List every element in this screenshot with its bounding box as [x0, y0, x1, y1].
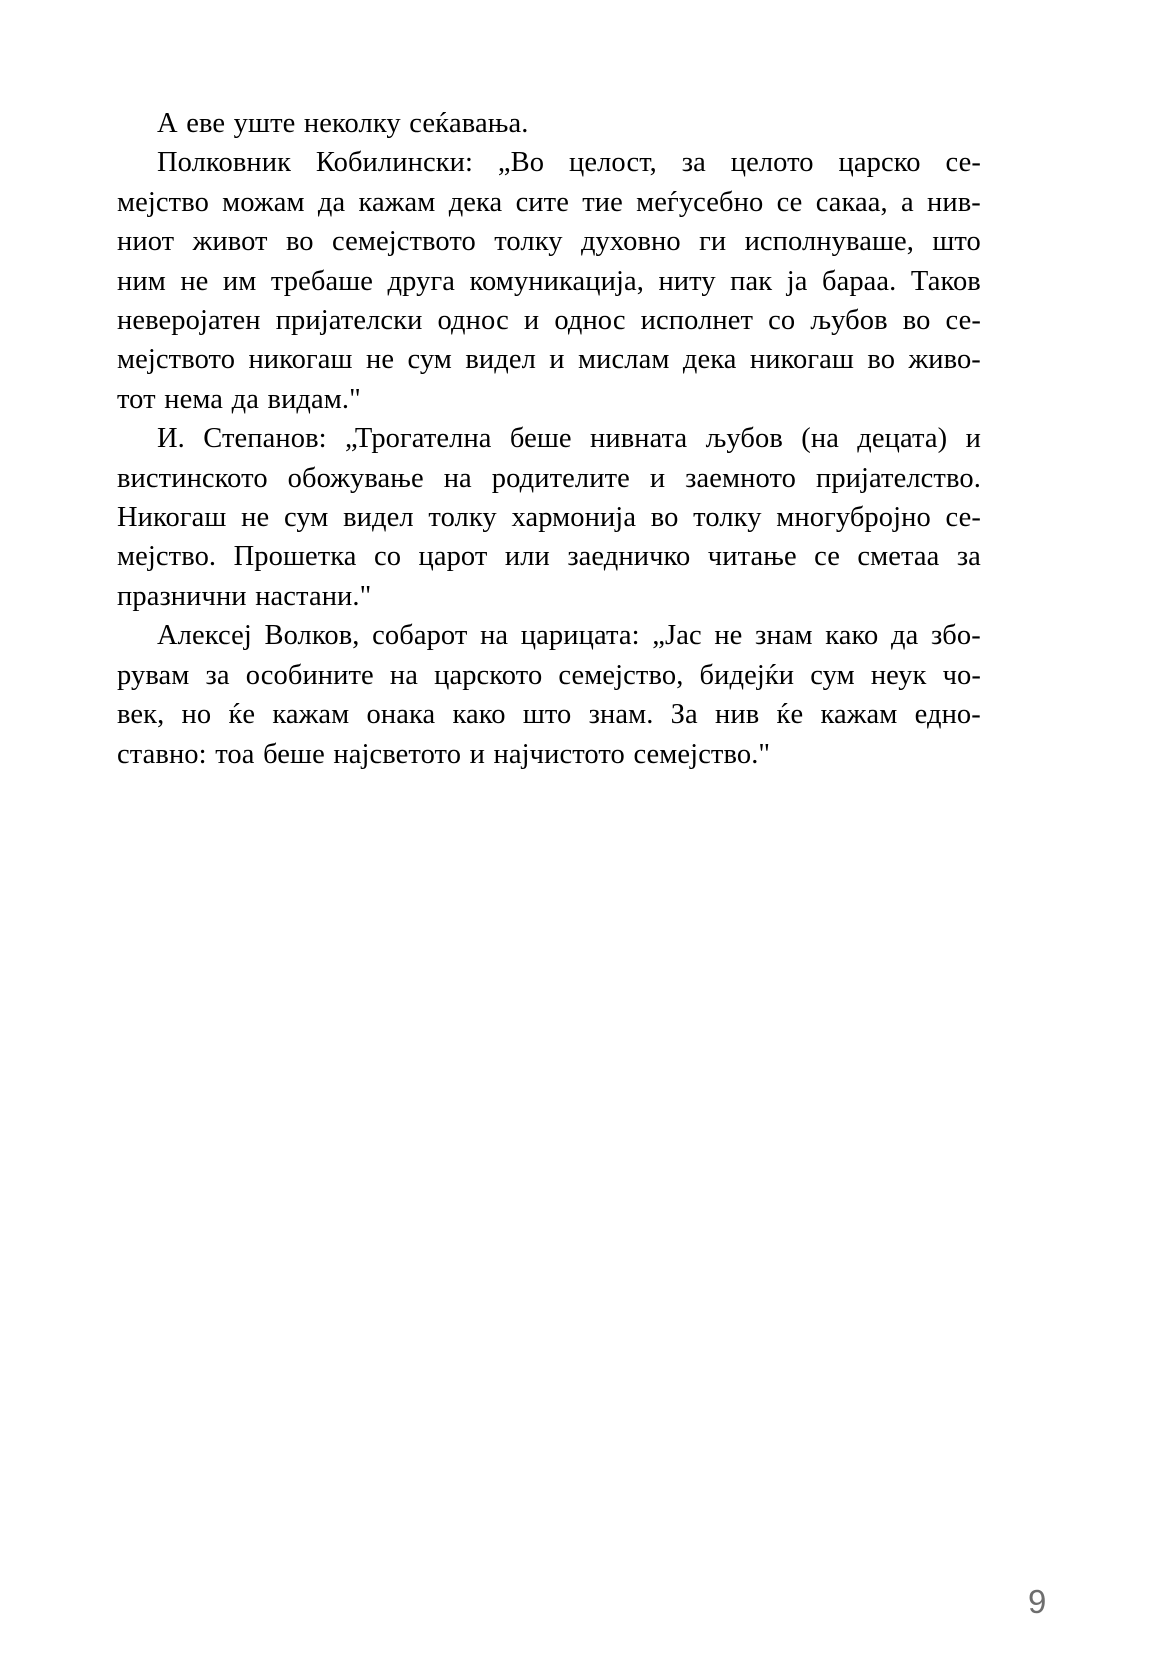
word: видам." [267, 383, 361, 415]
word: уште [233, 108, 296, 139]
word: царско [838, 147, 921, 179]
word: мејство. [117, 541, 217, 573]
word: семејството [331, 226, 476, 258]
word: најчистото [493, 738, 625, 770]
word: целото [730, 147, 814, 179]
word: пријателство. [815, 462, 981, 494]
page-text-body [117, 104, 981, 774]
word: особините [245, 659, 374, 691]
word: хармонија [511, 502, 637, 534]
word: требаше [270, 265, 374, 297]
text-line [117, 735, 981, 774]
word: никогаш [749, 344, 854, 376]
word: се- [945, 502, 981, 534]
word: ниту [658, 265, 716, 297]
word: заедничко [567, 541, 691, 573]
word: тот [117, 383, 156, 415]
word: знам. [588, 699, 654, 731]
word: видел [343, 502, 414, 534]
word: тие [582, 186, 623, 218]
text-line [117, 183, 981, 222]
word: Таков [910, 265, 981, 297]
word: многубројно [776, 502, 931, 534]
text-line [117, 577, 981, 616]
word: најсветото [333, 738, 462, 770]
word: неколку [303, 108, 401, 139]
text-line [117, 419, 981, 458]
paragraph [117, 616, 981, 774]
word: царот [418, 541, 488, 573]
text-line [117, 104, 981, 143]
word: настани." [255, 580, 372, 612]
word: како [452, 699, 506, 731]
word: никогаш [248, 344, 353, 376]
word: Никогаш [117, 502, 227, 534]
word: (на [801, 423, 839, 455]
word: дека [448, 186, 503, 218]
word: се- [945, 305, 981, 337]
word: на [480, 620, 509, 652]
word: ја [786, 265, 808, 297]
word: сакаа, [815, 186, 888, 218]
word: царицата: [520, 620, 640, 652]
word: еве [186, 108, 226, 139]
word: Полковник [157, 147, 292, 179]
word: однос [554, 305, 626, 337]
word: Волков, [264, 620, 360, 652]
word: а [901, 186, 914, 218]
word: кажам [820, 699, 898, 731]
word: онака [366, 699, 436, 731]
word: родителите [491, 462, 630, 494]
word: толку [428, 502, 497, 534]
word: да [231, 383, 259, 415]
page-number: 9 [1028, 1583, 1047, 1620]
paragraph [117, 143, 981, 419]
word: децата) [857, 423, 948, 455]
word: тоа [215, 738, 255, 770]
word: да [890, 620, 919, 652]
word: беше [509, 423, 572, 455]
text-line [117, 143, 981, 182]
word: и [549, 344, 565, 376]
word: во [867, 344, 896, 376]
word: рувам [117, 659, 190, 691]
text-line [117, 459, 981, 498]
word: мислам [578, 344, 670, 376]
word: кажам [358, 186, 436, 218]
word: сеќавања. [409, 108, 529, 139]
word: и [965, 423, 981, 455]
word: живот [192, 226, 268, 258]
word: сум [283, 502, 329, 534]
word: за [205, 659, 230, 691]
word: заемното [685, 462, 797, 494]
word: љубов [705, 423, 783, 455]
word: И. [157, 423, 185, 455]
word: нив- [927, 186, 981, 218]
word: Алексеј [157, 620, 252, 652]
text-line [117, 222, 981, 261]
word: збо- [930, 620, 981, 652]
word: нив [715, 699, 760, 731]
word: што [522, 699, 572, 731]
word: не [714, 620, 743, 652]
text-line [117, 340, 981, 379]
word: им [222, 265, 257, 297]
word: читање [707, 541, 797, 573]
word: за [681, 147, 706, 179]
word: и [469, 738, 485, 770]
word: мејство [117, 186, 209, 218]
word: Кобилински: [315, 147, 474, 179]
word: Прошетка [233, 541, 357, 573]
word: сите [515, 186, 569, 218]
word: не [241, 502, 270, 534]
text-line [117, 695, 981, 734]
word: ним [117, 265, 166, 297]
word: сметаа [857, 541, 940, 573]
word: чо- [942, 659, 981, 691]
word: ниот [117, 226, 175, 258]
word: или [504, 541, 550, 573]
word: толку [693, 502, 762, 534]
word: вистинското [117, 462, 268, 494]
word: За [670, 699, 698, 731]
word: знам [755, 620, 813, 652]
word: „Во [497, 147, 545, 179]
word: во [650, 502, 679, 534]
text-line [117, 656, 981, 695]
word: бараа. [821, 265, 897, 297]
word: сум [810, 659, 855, 691]
word: комуникација, [469, 265, 644, 297]
word: друга [387, 265, 456, 297]
text-line [117, 498, 981, 537]
word: со [768, 305, 796, 337]
word: во [902, 305, 931, 337]
paragraph [117, 419, 981, 616]
word: и [649, 462, 666, 494]
word: и [523, 305, 540, 337]
word: во [285, 226, 314, 258]
word: со [373, 541, 402, 573]
word: неверојатен [117, 305, 261, 337]
word: бидејќи [699, 659, 795, 691]
word: пријателски [275, 305, 423, 337]
word: да [317, 186, 346, 218]
word: ставно: [117, 738, 207, 770]
word: исполнет [640, 305, 754, 337]
word: Степанов: [203, 423, 327, 455]
word: семејство, [558, 659, 684, 691]
word: однос [437, 305, 509, 337]
word: се [814, 541, 840, 573]
word: сум [407, 344, 452, 376]
word: меѓусебно [636, 186, 764, 218]
word: целост, [568, 147, 657, 179]
paragraph [117, 104, 981, 143]
word: не [180, 265, 209, 297]
word: на [389, 659, 419, 691]
word: А [157, 108, 178, 139]
word: толку [494, 226, 563, 258]
word: видел [465, 344, 536, 376]
text-line [117, 537, 981, 576]
word: пак [730, 265, 773, 297]
word: царското [434, 659, 543, 691]
word: ќе [776, 699, 804, 731]
word: мејството [117, 344, 236, 376]
word: љубов [810, 305, 888, 337]
word: се- [945, 147, 981, 179]
word: кажам [272, 699, 350, 731]
word: неук [870, 659, 927, 691]
text-line [117, 301, 981, 340]
text-line [117, 262, 981, 301]
word: се [776, 186, 803, 218]
word: „Трогателна [345, 423, 492, 455]
word: на [443, 462, 472, 494]
word: можам [222, 186, 305, 218]
word: што [932, 226, 981, 258]
word: како [825, 620, 879, 652]
word: „Јас [652, 620, 702, 652]
word: собарот [372, 620, 468, 652]
word: ги [699, 226, 727, 258]
word: нивната [590, 423, 688, 455]
text-line [117, 616, 981, 655]
word: едно- [914, 699, 981, 731]
word: ќе [228, 699, 256, 731]
word: празнични [117, 580, 247, 612]
word: нема [164, 383, 224, 415]
word: за [956, 541, 981, 573]
word: исполнуваше, [744, 226, 914, 258]
word: духовно [580, 226, 681, 258]
word: век, [117, 699, 165, 731]
word: семејство." [633, 738, 771, 770]
word: беше [263, 738, 325, 770]
text-line [117, 380, 981, 419]
word: обожување [287, 462, 424, 494]
word: живо- [908, 344, 981, 376]
word: но [181, 699, 212, 731]
word: дека [682, 344, 737, 376]
word: не [365, 344, 395, 376]
